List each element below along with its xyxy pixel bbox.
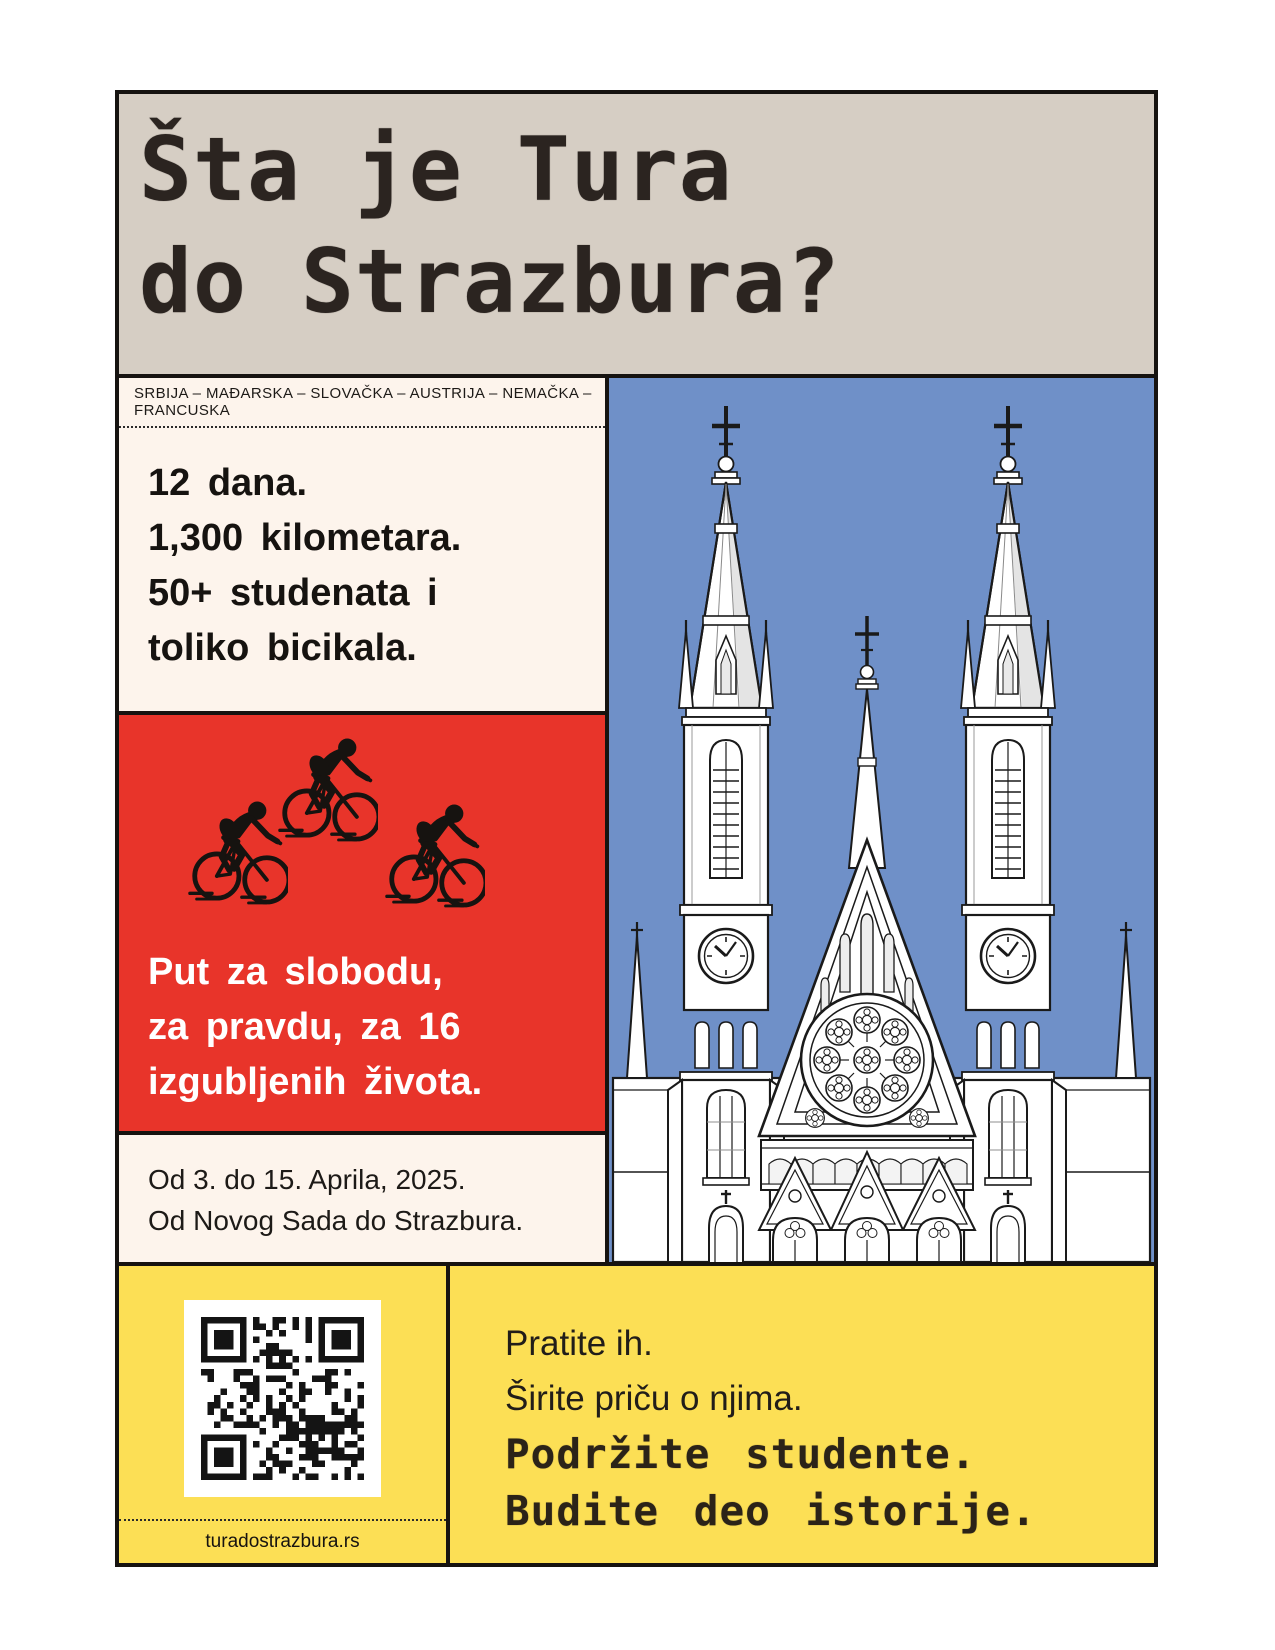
stats-line-3: 50+ studenata i [148,572,438,614]
dates-line-2: Od Novog Sada do Strazbura. [148,1205,524,1236]
stats-line-2: 1,300 kilometara. [148,517,462,559]
website-url: turadostrazbura.rs [205,1531,360,1552]
portals [759,1152,975,1262]
mission-line-1: Put za slobodu, [148,951,443,993]
stats-line-1: 12 dana. [148,462,308,504]
poster-footer [119,1262,1154,1563]
cta-line-1: Pratite ih. [505,1324,653,1363]
website-strip [119,1519,446,1563]
cta-line-4: Budite deo istorije. [505,1487,1037,1535]
cathedral-illustration [609,378,1154,1262]
cta-line-2: Širite priču o njima. [505,1379,803,1418]
route-countries-text: SRBIJA – MAĐARSKA – SLOVAČKA – AUSTRIJA – NEMAČKA – FRANCUSKA [134,385,592,419]
title-line-2: do Strazbura? [139,230,841,333]
central-fleche [849,616,885,868]
qr-code-icon [201,1317,364,1480]
cta-cell [450,1266,1154,1563]
mission-line-3: izgubljenih života. [148,1061,483,1103]
cathedral-panel [605,378,1154,1262]
poster-header [119,94,1154,378]
route-countries [119,378,605,428]
mission-line-2: za pravdu, za 16 [148,1006,461,1048]
rose-window [801,994,933,1127]
qr-code [184,1300,381,1497]
dates-block [119,1131,605,1262]
mission-text [148,945,482,1110]
poster [115,90,1158,1567]
poster-main [119,378,1154,1262]
cyclist-icon [385,801,485,909]
qr-cell [119,1266,450,1563]
cyclist-icon [188,798,288,906]
cyclist-icon [278,735,378,843]
title-line-1: Šta je Tura [139,118,733,221]
left-column [119,378,605,1262]
stats-block [119,428,605,711]
cta-line-3: Podržite studente. [505,1430,977,1478]
mission-block [119,711,605,1131]
poster-title [139,114,1144,338]
dates-line-1: Od 3. do 15. Aprila, 2025. [148,1164,466,1195]
stats-line-4: toliko bicikala. [148,627,417,669]
